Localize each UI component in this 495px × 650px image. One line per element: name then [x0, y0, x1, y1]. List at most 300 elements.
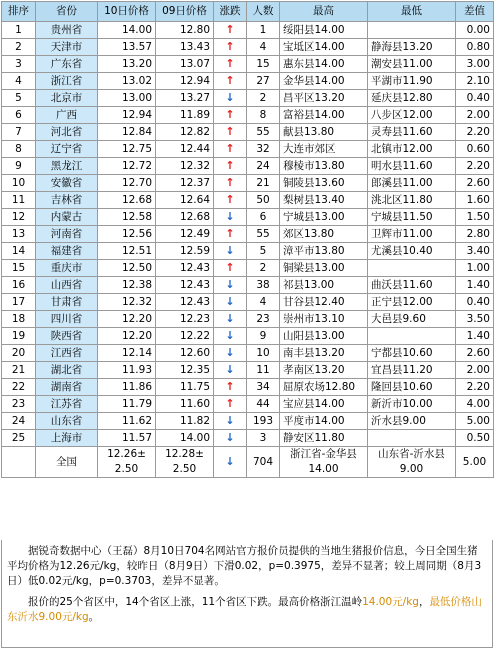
low-cell: 尤溪县10.40 — [368, 243, 456, 260]
count-cell: 1 — [247, 22, 280, 39]
province-cell: 福建省 — [36, 243, 98, 260]
rank-cell: 4 — [2, 73, 36, 90]
province-cell: 陕西省 — [36, 328, 98, 345]
trend-cell — [214, 209, 247, 226]
total-high-a: 浙江省-金华县 — [290, 448, 357, 460]
high-cell: 郊区13.80 — [280, 226, 368, 243]
low-cell: 隆回县10.60 — [368, 379, 456, 396]
rank-cell: 21 — [2, 362, 36, 379]
province-cell: 江苏省 — [36, 396, 98, 413]
down-arrow-icon: ↓ — [225, 312, 235, 325]
header-price09: 09日价格 — [156, 2, 214, 22]
up-arrow-icon: ↑ — [225, 74, 235, 87]
diff-cell: 0.60 — [456, 141, 494, 158]
diff-cell: 2.60 — [456, 175, 494, 192]
count-cell: 55 — [247, 226, 280, 243]
total-row — [2, 447, 494, 478]
rank-cell: 3 — [2, 56, 36, 73]
price10-cell: 13.02 — [98, 73, 156, 90]
low-cell — [368, 328, 456, 345]
price10-cell: 13.20 — [98, 56, 156, 73]
high-cell: 铜陵县13.60 — [280, 175, 368, 192]
price09-cell: 12.80 — [156, 22, 214, 39]
down-arrow-icon: ↓ — [225, 278, 235, 291]
price09-cell: 12.68 — [156, 209, 214, 226]
high-cell: 静安区11.80 — [280, 430, 368, 447]
province-cell: 四川省 — [36, 311, 98, 328]
diff-cell: 2.80 — [456, 226, 494, 243]
price09-cell: 12.43 — [156, 260, 214, 277]
table-row — [2, 209, 494, 226]
total-count: 704 — [247, 447, 280, 478]
count-cell: 32 — [247, 141, 280, 158]
header-price10: 10日价格 — [98, 2, 156, 22]
high-cell: 宝坻区14.00 — [280, 39, 368, 56]
high-cell: 富裕县14.00 — [280, 107, 368, 124]
low-cell: 北镇市12.00 — [368, 141, 456, 158]
high-cell: 平度市14.00 — [280, 413, 368, 430]
diff-cell: 1.00 — [456, 260, 494, 277]
diff-cell: 3.00 — [456, 56, 494, 73]
summary-text — [1, 540, 493, 648]
price10-cell: 12.56 — [98, 226, 156, 243]
price09-cell: 12.94 — [156, 73, 214, 90]
total-price10-b: 2.50 — [114, 463, 139, 475]
high-cell: 献县13.80 — [280, 124, 368, 141]
price10-cell: 11.86 — [98, 379, 156, 396]
rank-cell: 25 — [2, 430, 36, 447]
table-row — [2, 379, 494, 396]
province-cell: 江西省 — [36, 345, 98, 362]
count-cell: 9 — [247, 328, 280, 345]
count-cell: 2 — [247, 260, 280, 277]
price09-cell: 12.37 — [156, 175, 214, 192]
count-cell: 34 — [247, 379, 280, 396]
high-cell: 惠东县14.00 — [280, 56, 368, 73]
price09-cell: 13.43 — [156, 39, 214, 56]
header-trend: 涨跌 — [214, 2, 247, 22]
trend-cell — [214, 277, 247, 294]
diff-cell: 0.00 — [456, 22, 494, 39]
trend-cell — [214, 141, 247, 158]
province-cell: 山东省 — [36, 413, 98, 430]
province-cell: 河南省 — [36, 226, 98, 243]
rank-cell: 15 — [2, 260, 36, 277]
total-rank — [2, 447, 36, 478]
count-cell: 3 — [247, 430, 280, 447]
total-low-a: 山东省-沂水县 — [378, 448, 445, 460]
count-cell: 15 — [247, 56, 280, 73]
high-cell: 绥阳县14.00 — [280, 22, 368, 39]
trend-cell — [214, 328, 247, 345]
diff-cell: 2.00 — [456, 107, 494, 124]
province-cell: 北京市 — [36, 90, 98, 107]
low-cell — [368, 260, 456, 277]
table-row — [2, 73, 494, 90]
price10-cell: 12.20 — [98, 328, 156, 345]
price10-cell: 13.00 — [98, 90, 156, 107]
diff-cell: 2.20 — [456, 379, 494, 396]
price10-cell: 12.68 — [98, 192, 156, 209]
trend-cell — [214, 311, 247, 328]
low-cell: 宁城县11.50 — [368, 209, 456, 226]
diff-cell: 3.40 — [456, 243, 494, 260]
rank-cell: 7 — [2, 124, 36, 141]
diff-cell: 0.50 — [456, 430, 494, 447]
province-cell: 安徽省 — [36, 175, 98, 192]
diff-cell: 5.00 — [456, 413, 494, 430]
rank-cell: 18 — [2, 311, 36, 328]
price09-cell: 11.75 — [156, 379, 214, 396]
high-cell: 孝南区13.20 — [280, 362, 368, 379]
trend-cell — [214, 90, 247, 107]
low-cell: 潮安县11.00 — [368, 56, 456, 73]
rank-cell: 20 — [2, 345, 36, 362]
table-row — [2, 39, 494, 56]
price10-cell: 12.20 — [98, 311, 156, 328]
count-cell: 11 — [247, 362, 280, 379]
diff-cell: 1.40 — [456, 277, 494, 294]
down-arrow-icon: ↓ — [225, 295, 235, 308]
table-row — [2, 396, 494, 413]
up-arrow-icon: ↑ — [225, 193, 235, 206]
table-row — [2, 192, 494, 209]
table-row — [2, 141, 494, 158]
up-arrow-icon: ↑ — [225, 57, 235, 70]
header-high: 最高 — [280, 2, 368, 22]
count-cell: 4 — [247, 39, 280, 56]
rank-cell: 11 — [2, 192, 36, 209]
total-price09-b: 2.50 — [172, 463, 197, 475]
price10-cell: 12.75 — [98, 141, 156, 158]
province-cell: 辽宁省 — [36, 141, 98, 158]
price10-cell: 14.00 — [98, 22, 156, 39]
table-row — [2, 345, 494, 362]
price09-cell: 11.82 — [156, 413, 214, 430]
trend-cell — [214, 379, 247, 396]
up-arrow-icon: ↑ — [225, 380, 235, 393]
count-cell: 27 — [247, 73, 280, 90]
province-cell: 河北省 — [36, 124, 98, 141]
total-low — [368, 447, 456, 478]
count-cell: 21 — [247, 175, 280, 192]
price09-cell: 12.64 — [156, 192, 214, 209]
price10-cell: 11.57 — [98, 430, 156, 447]
low-cell: 正宁县12.00 — [368, 294, 456, 311]
total-price10 — [98, 447, 156, 478]
count-cell: 38 — [247, 277, 280, 294]
diff-cell: 1.60 — [456, 192, 494, 209]
count-cell: 4 — [247, 294, 280, 311]
trend-cell — [214, 294, 247, 311]
table-row — [2, 430, 494, 447]
diff-cell: 4.00 — [456, 396, 494, 413]
diff-cell: 3.50 — [456, 311, 494, 328]
up-arrow-icon: ↑ — [225, 40, 235, 53]
province-cell: 山西省 — [36, 277, 98, 294]
count-cell: 6 — [247, 209, 280, 226]
summary-highest-price: 14.00元/kg — [362, 596, 419, 608]
trend-cell — [214, 413, 247, 430]
low-cell: 静海县13.20 — [368, 39, 456, 56]
header-province: 省份 — [36, 2, 98, 22]
down-arrow-icon: ↓ — [225, 91, 235, 104]
low-cell: 郎溪县11.00 — [368, 175, 456, 192]
total-price09 — [156, 447, 214, 478]
rank-cell: 14 — [2, 243, 36, 260]
low-cell: 延庆县12.80 — [368, 90, 456, 107]
rank-cell: 2 — [2, 39, 36, 56]
rank-cell: 16 — [2, 277, 36, 294]
total-low-b: 9.00 — [399, 463, 424, 475]
high-cell: 祁县13.00 — [280, 277, 368, 294]
price09-cell: 12.82 — [156, 124, 214, 141]
header-count: 人数 — [247, 2, 280, 22]
table-row — [2, 107, 494, 124]
rank-cell: 1 — [2, 22, 36, 39]
trend-cell — [214, 158, 247, 175]
header-diff: 差值 — [456, 2, 494, 22]
table-row — [2, 413, 494, 430]
province-cell: 吉林省 — [36, 192, 98, 209]
price09-cell: 14.00 — [156, 430, 214, 447]
price10-cell: 13.57 — [98, 39, 156, 56]
count-cell: 5 — [247, 243, 280, 260]
diff-cell: 0.80 — [456, 39, 494, 56]
table-row — [2, 90, 494, 107]
trend-cell — [214, 345, 247, 362]
province-cell: 甘肃省 — [36, 294, 98, 311]
up-arrow-icon: ↑ — [225, 23, 235, 36]
province-cell: 内蒙古 — [36, 209, 98, 226]
high-cell: 南丰县13.20 — [280, 345, 368, 362]
low-cell: 洮北区11.80 — [368, 192, 456, 209]
up-arrow-icon: ↑ — [225, 108, 235, 121]
table-row — [2, 328, 494, 345]
total-diff: 5.00 — [456, 447, 494, 478]
price10-cell: 12.84 — [98, 124, 156, 141]
table-row — [2, 175, 494, 192]
count-cell: 50 — [247, 192, 280, 209]
diff-cell: 2.10 — [456, 73, 494, 90]
rank-cell: 22 — [2, 379, 36, 396]
low-cell: 新沂市10.00 — [368, 396, 456, 413]
count-cell: 24 — [247, 158, 280, 175]
low-cell — [368, 22, 456, 39]
rank-cell: 10 — [2, 175, 36, 192]
province-cell: 广西 — [36, 107, 98, 124]
province-cell: 湖南省 — [36, 379, 98, 396]
price10-cell: 11.79 — [98, 396, 156, 413]
province-cell: 湖北省 — [36, 362, 98, 379]
total-price10-a: 12.26± — [107, 448, 146, 460]
high-cell: 昌平区13.20 — [280, 90, 368, 107]
diff-cell: 0.40 — [456, 294, 494, 311]
low-cell: 大邑县9.60 — [368, 311, 456, 328]
table-row — [2, 362, 494, 379]
total-trend — [214, 447, 247, 478]
price10-cell: 12.14 — [98, 345, 156, 362]
count-cell: 2 — [247, 90, 280, 107]
rank-cell: 17 — [2, 294, 36, 311]
count-cell: 193 — [247, 413, 280, 430]
summary-p2-end: 。 — [88, 611, 100, 623]
high-cell: 山阳县13.00 — [280, 328, 368, 345]
diff-cell: 2.00 — [456, 362, 494, 379]
rank-cell: 9 — [2, 158, 36, 175]
high-cell: 宁城县13.00 — [280, 209, 368, 226]
low-cell: 曲沃县11.60 — [368, 277, 456, 294]
up-arrow-icon: ↑ — [225, 125, 235, 138]
count-cell: 55 — [247, 124, 280, 141]
trend-cell — [214, 22, 247, 39]
rank-cell: 13 — [2, 226, 36, 243]
table-row — [2, 226, 494, 243]
down-arrow-icon: ↓ — [225, 346, 235, 359]
price10-cell: 12.50 — [98, 260, 156, 277]
table-row — [2, 260, 494, 277]
price09-cell: 11.60 — [156, 396, 214, 413]
low-cell — [368, 430, 456, 447]
trend-cell — [214, 396, 247, 413]
table-row — [2, 294, 494, 311]
high-cell: 崇州市13.10 — [280, 311, 368, 328]
rank-cell: 6 — [2, 107, 36, 124]
diff-cell: 2.20 — [456, 158, 494, 175]
price09-cell: 12.35 — [156, 362, 214, 379]
province-cell: 广东省 — [36, 56, 98, 73]
rank-cell: 24 — [2, 413, 36, 430]
diff-cell: 1.50 — [456, 209, 494, 226]
trend-cell — [214, 260, 247, 277]
price09-cell: 12.23 — [156, 311, 214, 328]
trend-cell — [214, 39, 247, 56]
price09-cell: 12.43 — [156, 277, 214, 294]
up-arrow-icon: ↑ — [225, 142, 235, 155]
total-high — [280, 447, 368, 478]
table-row — [2, 158, 494, 175]
down-arrow-icon: ↓ — [225, 431, 235, 444]
total-price09-a: 12.28± — [165, 448, 204, 460]
high-cell: 大连市郊区 — [280, 141, 368, 158]
down-arrow-icon: ↓ — [225, 210, 235, 223]
low-cell: 卫辉市11.00 — [368, 226, 456, 243]
high-cell: 屈原农场12.80 — [280, 379, 368, 396]
province-cell: 上海市 — [36, 430, 98, 447]
price10-cell: 12.38 — [98, 277, 156, 294]
count-cell: 8 — [247, 107, 280, 124]
trend-cell — [214, 175, 247, 192]
price-table — [1, 1, 494, 478]
high-cell: 金华县14.00 — [280, 73, 368, 90]
high-cell: 宝应县14.00 — [280, 396, 368, 413]
table-row — [2, 311, 494, 328]
diff-cell: 0.40 — [456, 90, 494, 107]
high-cell: 铜梁县13.00 — [280, 260, 368, 277]
rank-cell: 8 — [2, 141, 36, 158]
price10-cell: 12.70 — [98, 175, 156, 192]
price09-cell: 12.44 — [156, 141, 214, 158]
price09-cell: 12.49 — [156, 226, 214, 243]
high-cell: 漳平市13.80 — [280, 243, 368, 260]
province-cell: 黑龙江 — [36, 158, 98, 175]
trend-cell — [214, 124, 247, 141]
high-cell: 甘谷县12.40 — [280, 294, 368, 311]
low-cell: 沂水县9.00 — [368, 413, 456, 430]
diff-cell: 1.40 — [456, 328, 494, 345]
high-cell: 穆棱市13.80 — [280, 158, 368, 175]
price10-cell: 11.93 — [98, 362, 156, 379]
summary-paragraph-1: 据锐奇数据中心（王磊）8月10日704名网站官方报价员提供的当地生猪报价信息，今日全国生猪平均价格为12.26元/kg，较昨日（8月9日）下滑0.02，p=0.3975，差异不显著；较上周同期（8月3日）低0.02元/kg，p=0.3703，差异不显著。 — [7, 545, 482, 587]
price09-cell: 12.22 — [156, 328, 214, 345]
province-cell: 贵州省 — [36, 22, 98, 39]
table-row — [2, 124, 494, 141]
up-arrow-icon: ↑ — [225, 159, 235, 172]
trend-cell — [214, 56, 247, 73]
table-row — [2, 277, 494, 294]
province-cell: 天津市 — [36, 39, 98, 56]
low-cell: 宁都县10.60 — [368, 345, 456, 362]
table-row — [2, 243, 494, 260]
up-arrow-icon: ↑ — [225, 176, 235, 189]
price10-cell: 12.72 — [98, 158, 156, 175]
rank-cell: 5 — [2, 90, 36, 107]
price09-cell: 12.59 — [156, 243, 214, 260]
price09-cell: 11.89 — [156, 107, 214, 124]
price09-cell: 12.32 — [156, 158, 214, 175]
price10-cell: 12.51 — [98, 243, 156, 260]
table-row — [2, 22, 494, 39]
price10-cell: 12.94 — [98, 107, 156, 124]
summary-paragraph-2 — [7, 595, 487, 625]
diff-cell: 2.20 — [456, 124, 494, 141]
province-cell: 浙江省 — [36, 73, 98, 90]
low-cell: 八步区12.00 — [368, 107, 456, 124]
low-cell: 灵寿县11.60 — [368, 124, 456, 141]
low-cell: 平湖市11.90 — [368, 73, 456, 90]
down-arrow-icon: ↓ — [225, 329, 235, 342]
price10-cell: 11.62 — [98, 413, 156, 430]
trend-cell — [214, 226, 247, 243]
trend-cell — [214, 192, 247, 209]
trend-cell — [214, 362, 247, 379]
low-cell: 明水县11.60 — [368, 158, 456, 175]
down-arrow-icon: ↓ — [225, 363, 235, 376]
price09-cell: 13.07 — [156, 56, 214, 73]
up-arrow-icon: ↑ — [225, 227, 235, 240]
trend-cell — [214, 430, 247, 447]
price09-cell: 12.60 — [156, 345, 214, 362]
header-rank: 排序 — [2, 2, 36, 22]
province-cell: 重庆市 — [36, 260, 98, 277]
down-arrow-icon: ↓ — [225, 414, 235, 427]
total-label: 全国 — [36, 447, 98, 478]
summary-lowest-price: 最低价格山东沂水9.00元/kg — [7, 596, 482, 623]
count-cell: 44 — [247, 396, 280, 413]
down-arrow-icon: ↓ — [225, 244, 235, 257]
rank-cell: 23 — [2, 396, 36, 413]
up-arrow-icon: ↑ — [225, 397, 235, 410]
price09-cell: 12.43 — [156, 294, 214, 311]
rank-cell: 12 — [2, 209, 36, 226]
trend-cell — [214, 73, 247, 90]
total-high-b: 14.00 — [308, 463, 339, 475]
table-row — [2, 56, 494, 73]
count-cell: 23 — [247, 311, 280, 328]
price10-cell: 12.58 — [98, 209, 156, 226]
price10-cell: 12.32 — [98, 294, 156, 311]
summary-p2-start: 报价的25个省区中，14个省区上涨，11个省区下跌。最高价格浙江温岭 — [28, 596, 363, 608]
